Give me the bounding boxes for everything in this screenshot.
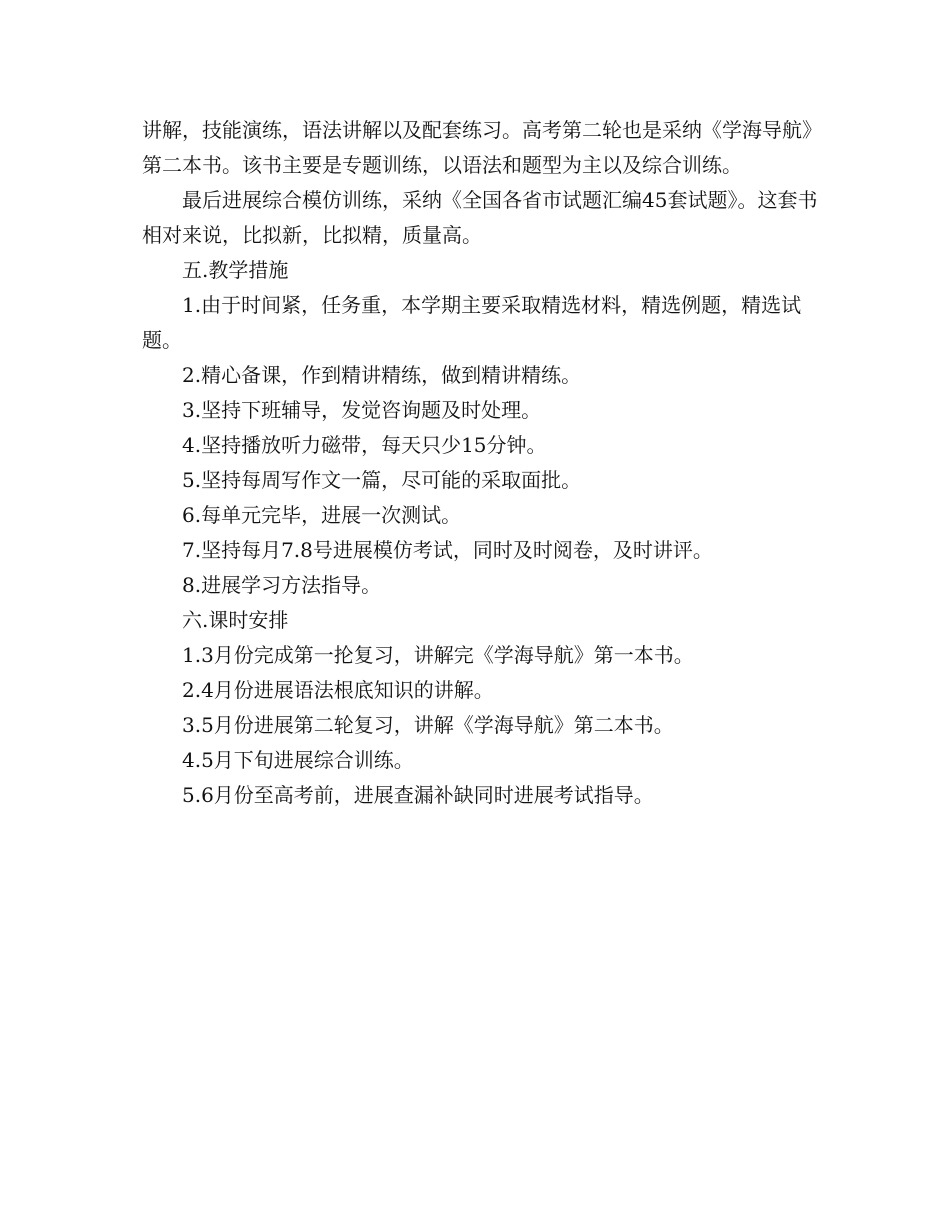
list-item-schedule-5: 5.6月份至高考前，进展查漏补缺同时进展考试指导。 bbox=[182, 783, 654, 807]
list-item-measure-7: 7.坚持每月7.8号进展模仿考试，同时及时阅卷，及时讲评。 bbox=[182, 538, 713, 562]
paragraph-final-training: 最后进展综合模仿训练，采纳《全国各省市试题汇编45套试题》。这套书相对来说，比拟新，比拟精，质量高。 bbox=[142, 188, 818, 247]
list-item-measure-4: 4.坚持播放听力磁带，每天只少15分钟。 bbox=[182, 433, 547, 457]
list-item-measure-8: 8.进展学习方法指导。 bbox=[182, 573, 382, 597]
list-item-measure-6: 6.每单元完毕，进展一次测试。 bbox=[182, 503, 462, 527]
paragraph-continuation: 讲解，技能演练，语法讲解以及配套练习。高考第二轮也是采纳《学海导航》第二本书。该书主要是专题训练，以语法和题型为主以及综合训练。 bbox=[142, 118, 822, 177]
list-item-measure-2: 2.精心备课，作到精讲精练，做到精讲精练。 bbox=[182, 363, 582, 387]
section-heading-teaching-measures: 五.教学措施 bbox=[182, 258, 289, 282]
list-item-schedule-2: 2.4月份进展语法根底知识的讲解。 bbox=[182, 678, 494, 702]
list-item-measure-3: 3.坚持下班辅导，发觉咨询题及时处理。 bbox=[182, 398, 542, 422]
list-item-schedule-1: 1.3月份完成第一抡复习，讲解完《学海导航》第一本书。 bbox=[182, 643, 694, 667]
list-item-measure-1: 1.由于时间紧，任务重，本学期主要采取精选材料，精选例题，精选试题。 bbox=[142, 293, 802, 352]
list-item-schedule-4: 4.5月下旬进展综合训练。 bbox=[182, 748, 414, 772]
document-body bbox=[142, 113, 822, 813]
list-item-measure-5: 5.坚持每周写作文一篇，尽可能的采取面批。 bbox=[182, 468, 582, 492]
list-item-schedule-3: 3.5月份进展第二轮复习，讲解《学海导航》第二本书。 bbox=[182, 713, 674, 737]
section-heading-schedule: 六.课时安排 bbox=[182, 608, 289, 632]
